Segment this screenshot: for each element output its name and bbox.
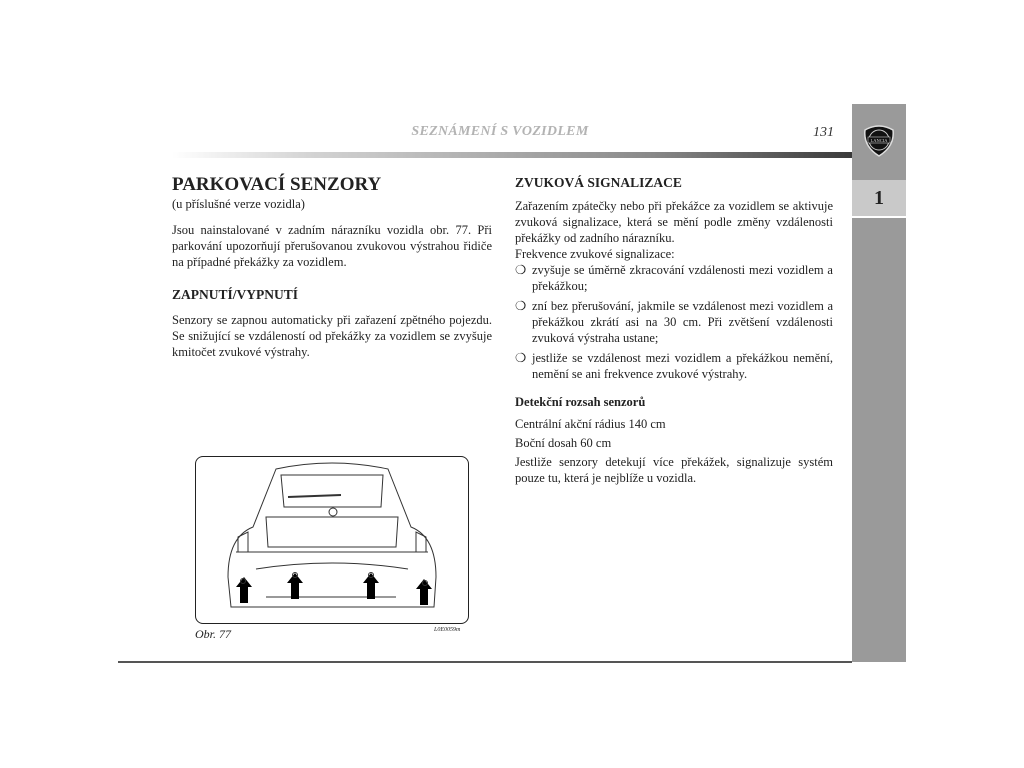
car-rear-illustration: [196, 457, 468, 623]
logo-tab: [852, 104, 906, 178]
bullet-circle-icon: ❍: [515, 299, 527, 313]
multi-obstacle-text: Jestliže senzory detekují více překážek, signalizuje systém pouze tu, která je nejblíže u vozidla.: [515, 455, 833, 485]
svg-text:LANCIA: LANCIA: [870, 138, 888, 143]
intro-paragraph: Jsou nainstalované v zadním nárazníku vozidla obr. 77. Při parkování upozorňují přerušovanou zvukovou výstrahou řidiče na případné překážky za vozidlem.: [172, 223, 492, 269]
subtitle: (u příslušné verze vozidla): [172, 197, 305, 211]
onoff-paragraph: Senzory se zapnou automaticky při zařazení zpětného pojezdu. Se snižující se vzdáleností od překážky za vozidlem se zvyšuje kmitočet zvukové výstrahy.: [172, 313, 492, 359]
header-gradient-bar: [172, 152, 852, 158]
running-title: SEZNÁMENÍ S VOZIDLEM: [411, 124, 589, 139]
chapter-tab[interactable]: 1: [852, 180, 906, 218]
intro-paragraph: Zařazením zpátečky nebo při překážce za vozidlem se aktivuje zvuková signalizace, která se mění podle změny vzdálenosti překážky od zadního nárazníku.: [515, 199, 833, 245]
list-item: ❍ zvyšuje se úměrně zkracování vzdálenosti mezi vozidlem a překážkou;: [515, 263, 833, 293]
frequency-list: [515, 262, 833, 382]
list-item: ❍ jestliže se vzdálenost mezi vozidlem a překážkou nemění, nemění se ani frekvence zvukové výstrahy.: [515, 351, 833, 381]
figure-code: L0E0059m: [434, 627, 461, 633]
subsection-title: ZVUKOVÁ SIGNALIZACE: [515, 175, 682, 190]
central-range: Centrální akční rádius 140 cm: [515, 417, 666, 431]
figure-caption: Obr. 77: [195, 627, 232, 641]
figure-car-rear: [195, 456, 469, 624]
bullet-circle-icon: ❍: [515, 351, 527, 365]
list-item: ❍ zní bez přerušování, jakmile se vzdálenost mezi vozidlem a překážkou zkrátí asi na 30 cm. Při zvětšení vzdálenosti zvuková výstraha ustane;: [515, 299, 833, 345]
footer-rule: [118, 661, 852, 663]
section-title: PARKOVACÍ SENZORY: [172, 174, 382, 195]
range-title: Detekční rozsah senzorů: [515, 395, 646, 409]
right-column: [515, 174, 833, 486]
subsection-title: ZAPNUTÍ/VYPNUTÍ: [172, 287, 299, 302]
lancia-shield-icon: [852, 104, 906, 178]
left-column: [172, 174, 492, 360]
page-number: 131: [813, 125, 834, 140]
bullet-circle-icon: ❍: [515, 263, 527, 277]
side-range: Boční dosah 60 cm: [515, 436, 612, 450]
frequency-label: Frekvence zvukové signalizace:: [515, 247, 675, 261]
